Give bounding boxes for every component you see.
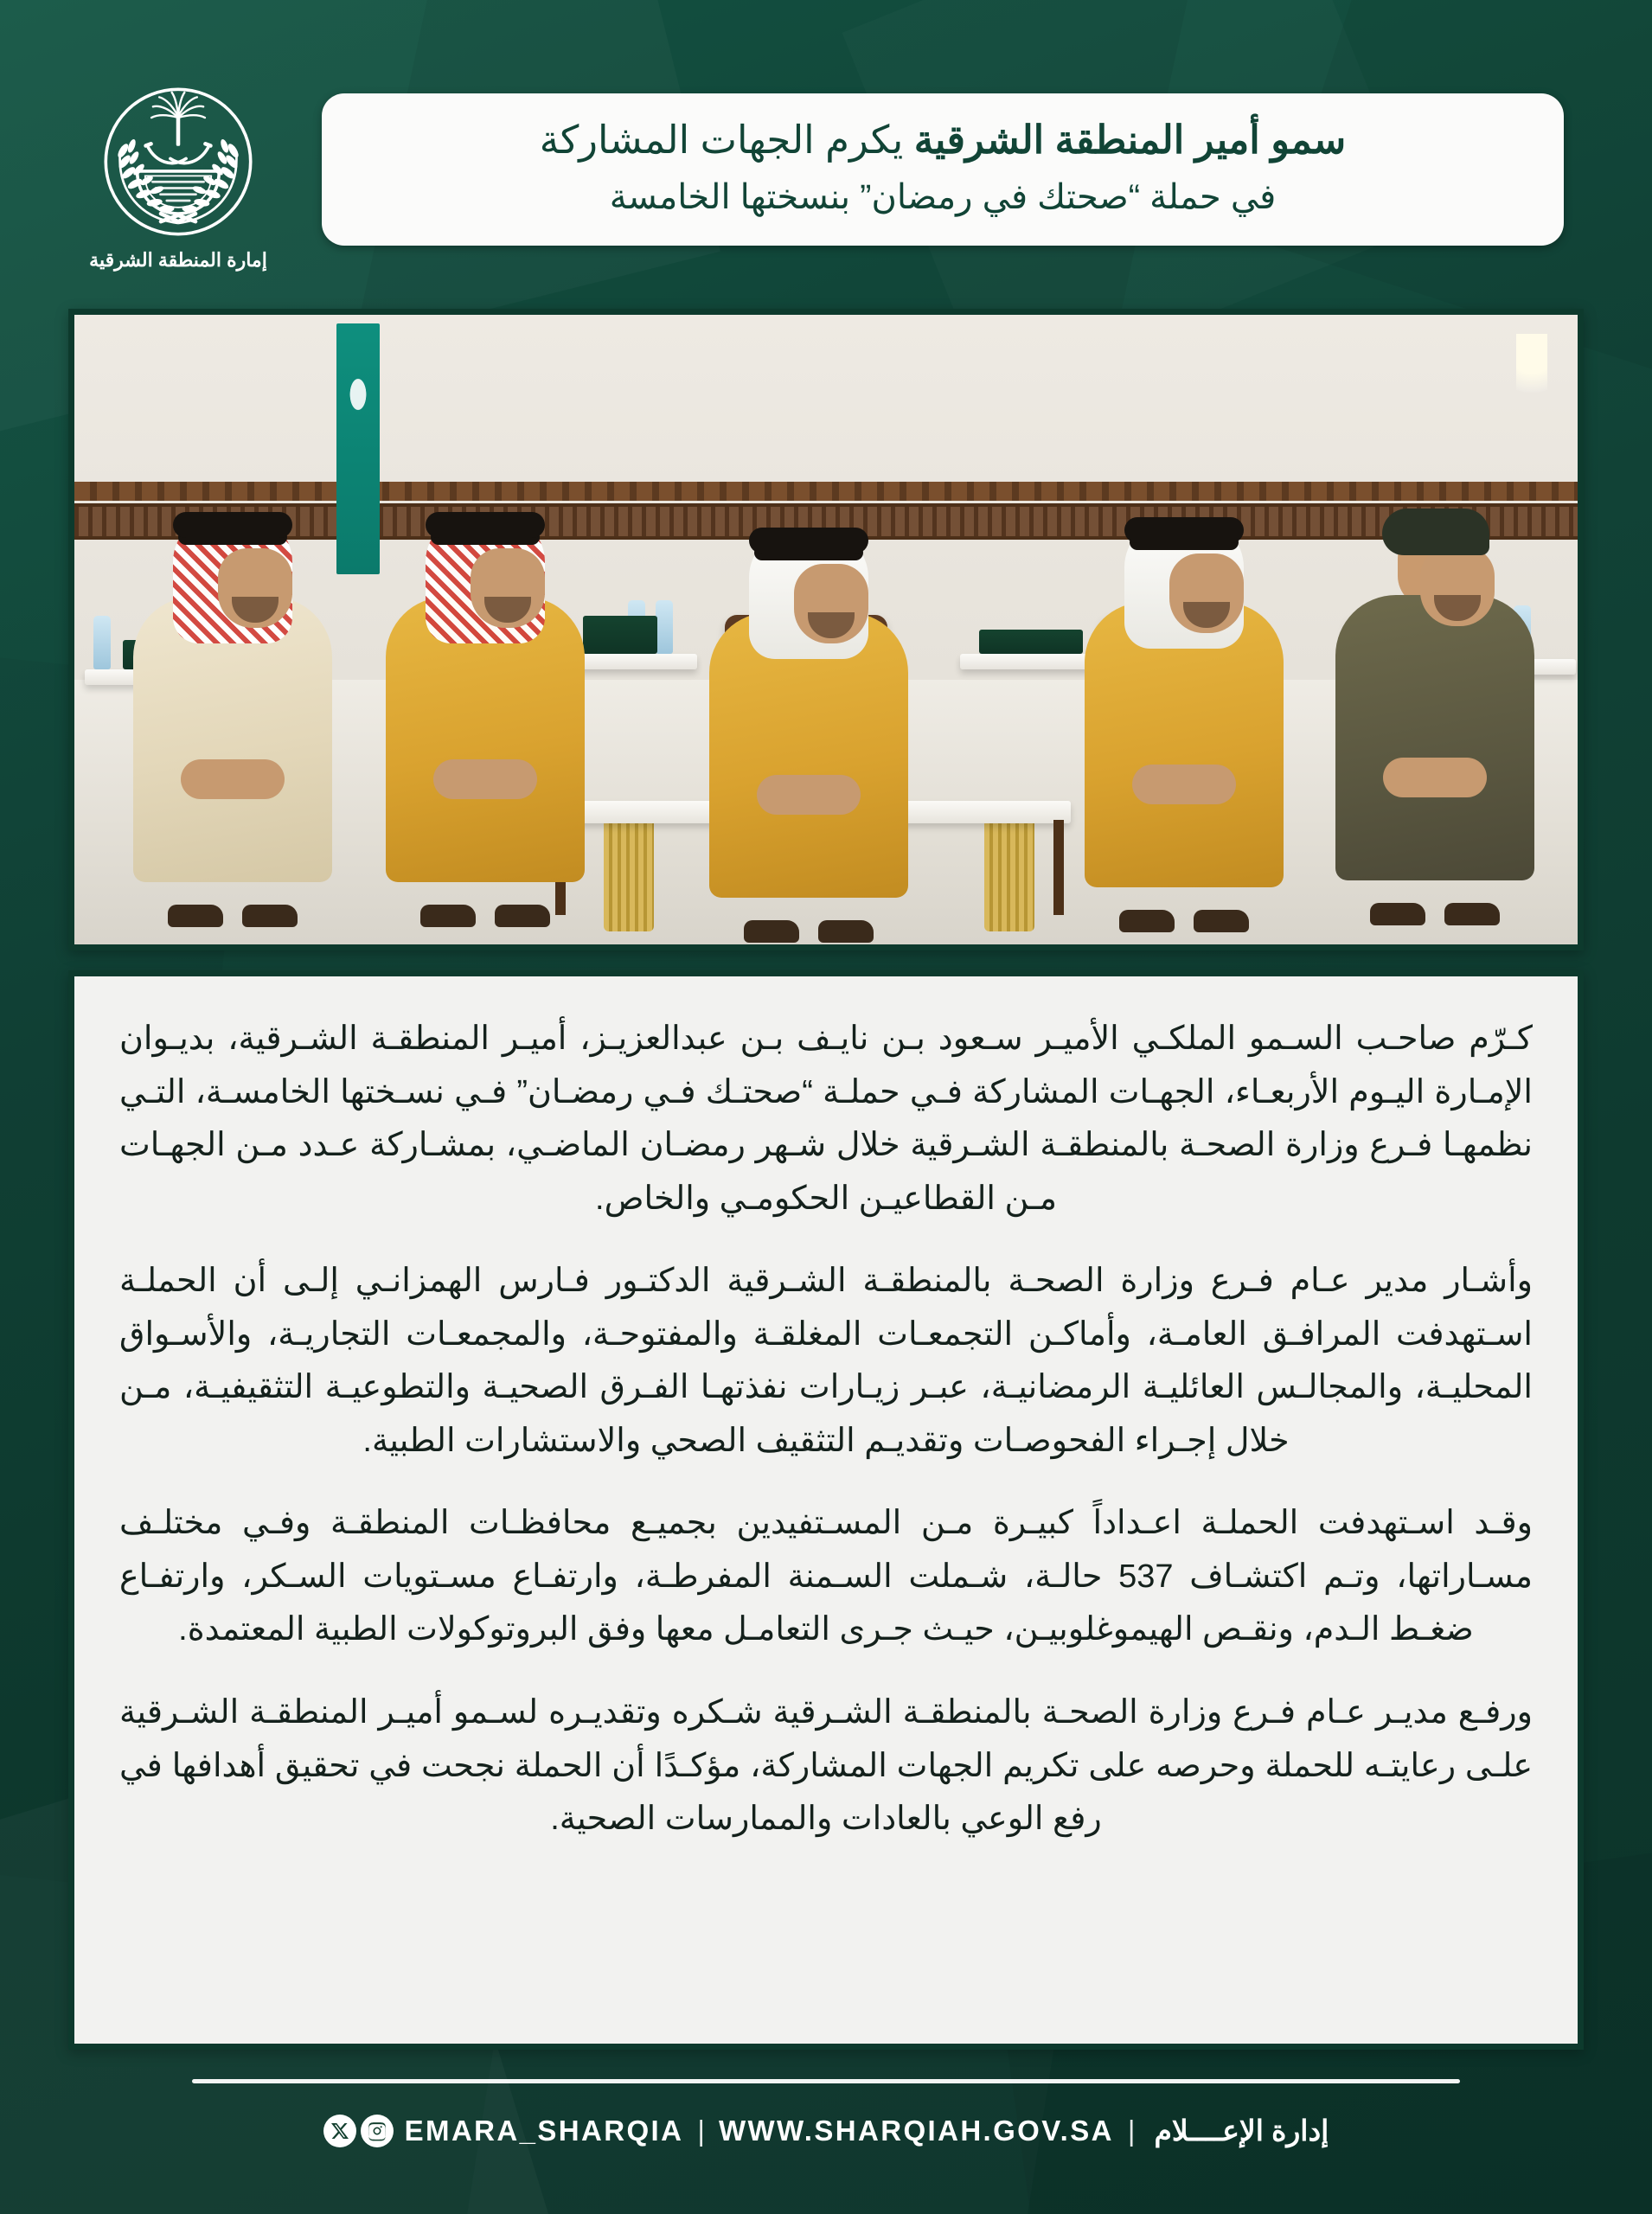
photo-attendee xyxy=(377,526,593,882)
footer-divider xyxy=(192,2079,1460,2083)
footer xyxy=(0,2050,1652,2214)
headline-line-1 xyxy=(360,114,1526,166)
news-photo-frame xyxy=(68,309,1584,950)
photo-officer xyxy=(1327,524,1543,880)
footer-contact-row xyxy=(0,2114,1652,2147)
photo-prince xyxy=(701,541,917,898)
article-paragraph: وأشـار مدير عـام فـرع وزارة الصحـة بالمنطقـة الشـرقية الدكتـور فـارس الهمزانـي إلـى أن الحملـة اسـتهدفت المرافـق العامـة، وأماكـن التجمعـات المغلقـة والمفتوحـة، والمجمعـات التجاريـة، والأسـواق المحليـة، والمجالـس العائليـة الرمضانيـة، عبـر زيـارات نفذتهـا الفـرق الصحيـة والتطوعيـة التثقيفيـة، مـن خلال إجـراء الفحوصـات وتقديـم التثقيف الصحي والاستشارات الطبية. xyxy=(119,1263,1533,1459)
photo-water-bottle xyxy=(93,616,111,669)
headline-card xyxy=(322,93,1564,246)
article-paragraph: كـرّم صاحـب السـمو الملكـي الأميـر سـعود بـن نايـف بـن عبدالعزيـز، أميـر المنطقـة الشـرقية، بديـوان الإمـارة اليـوم الأربعـاء، الجهـات المشاركة فـي حملـة “صحتـك فـي رمضـان” فـي نسـختها الخامسـة، التـي نظمهـا فـرع وزارة الصحـة بالمنطقـة الشـرقية خلال شـهر رمضـان الماضـي، بمشـاركة عـدد مـن الجهـات مـن القطاعيـن الحكومـي والخاص. xyxy=(119,1021,1533,1217)
photo-gift-box xyxy=(979,630,1083,654)
logo-caption: إمارة المنطقة الشرقية xyxy=(89,249,267,271)
article-paragraph: وقـد اسـتهدفت الحملـة اعـداداً كبيـرة مـن المسـتفيدين بجميـع محافظـات المنطقـة وفـي مختلـف مسـاراتها، وتـم اكتشـاف 537 حالـة، شـملت السـمنة المفرطـة، وارتفـاع مسـتويات السـكر، وارتفـاع ضغـط الـدم، ونقـص الهيموغلوبيـن، حيـث جـرى التعامـل معها وفق البروتوكولات الطبية المعتمدة. xyxy=(119,1505,1534,1648)
social-handle[interactable]: EMARA_SHARQIA xyxy=(404,2114,684,2147)
photo-side-table xyxy=(960,654,1104,669)
website-url[interactable]: WWW.SHARQIAH.GOV.SA xyxy=(718,2114,1114,2147)
header xyxy=(0,0,1652,303)
saudi-ministry-of-interior-emblem-icon xyxy=(99,83,257,240)
organization-logo xyxy=(66,83,291,272)
news-photo xyxy=(74,315,1578,944)
footer-separator-2: | xyxy=(1127,2114,1136,2147)
photo-attendee xyxy=(1076,531,1292,887)
instagram-icon[interactable] xyxy=(361,2115,394,2147)
photo-decor-urn xyxy=(604,817,654,931)
photo-decor-urn xyxy=(984,817,1034,931)
headline-line-1-rest: يكرم الجهات المشاركة xyxy=(539,118,914,162)
saudi-flag-emblem xyxy=(336,367,380,436)
photo-table-leg xyxy=(1053,820,1064,915)
media-department-label: إدارة الإعــــلام xyxy=(1154,2115,1329,2147)
photo-wall-lamp xyxy=(1516,334,1547,408)
photo-gift-box xyxy=(583,616,657,654)
photo-water-bottle xyxy=(656,600,673,654)
headline-emphasis: سمو أمير المنطقة الشرقية xyxy=(913,118,1347,162)
photo-side-table xyxy=(566,654,697,669)
article-body-panel xyxy=(68,970,1584,2050)
x-twitter-icon[interactable] xyxy=(323,2115,356,2147)
article-paragraph: ورفـع مديـر عـام فـرع وزارة الصحـة بالمنطقـة الشـرقية شـكره وتقديـره لسـمو أميـر المنطقـة الشـرقية علـى رعايتـه للحملة وحرصه على تكريم الجهات المشاركة، مؤكـدًا أن الحملة نجحت في تحقيق أهدافها في رفع الوعي بالعادات والممارسات الصحية. xyxy=(119,1694,1533,1838)
headline-line-2: في حملة “صحتك في رمضان” بنسختها الخامسة xyxy=(609,178,1277,217)
photo-attendee xyxy=(125,526,341,882)
social-icons xyxy=(323,2115,394,2147)
footer-separator-1: | xyxy=(697,2114,705,2147)
saudi-flag xyxy=(336,323,380,574)
photo-wall-trim-upper xyxy=(74,482,1578,501)
